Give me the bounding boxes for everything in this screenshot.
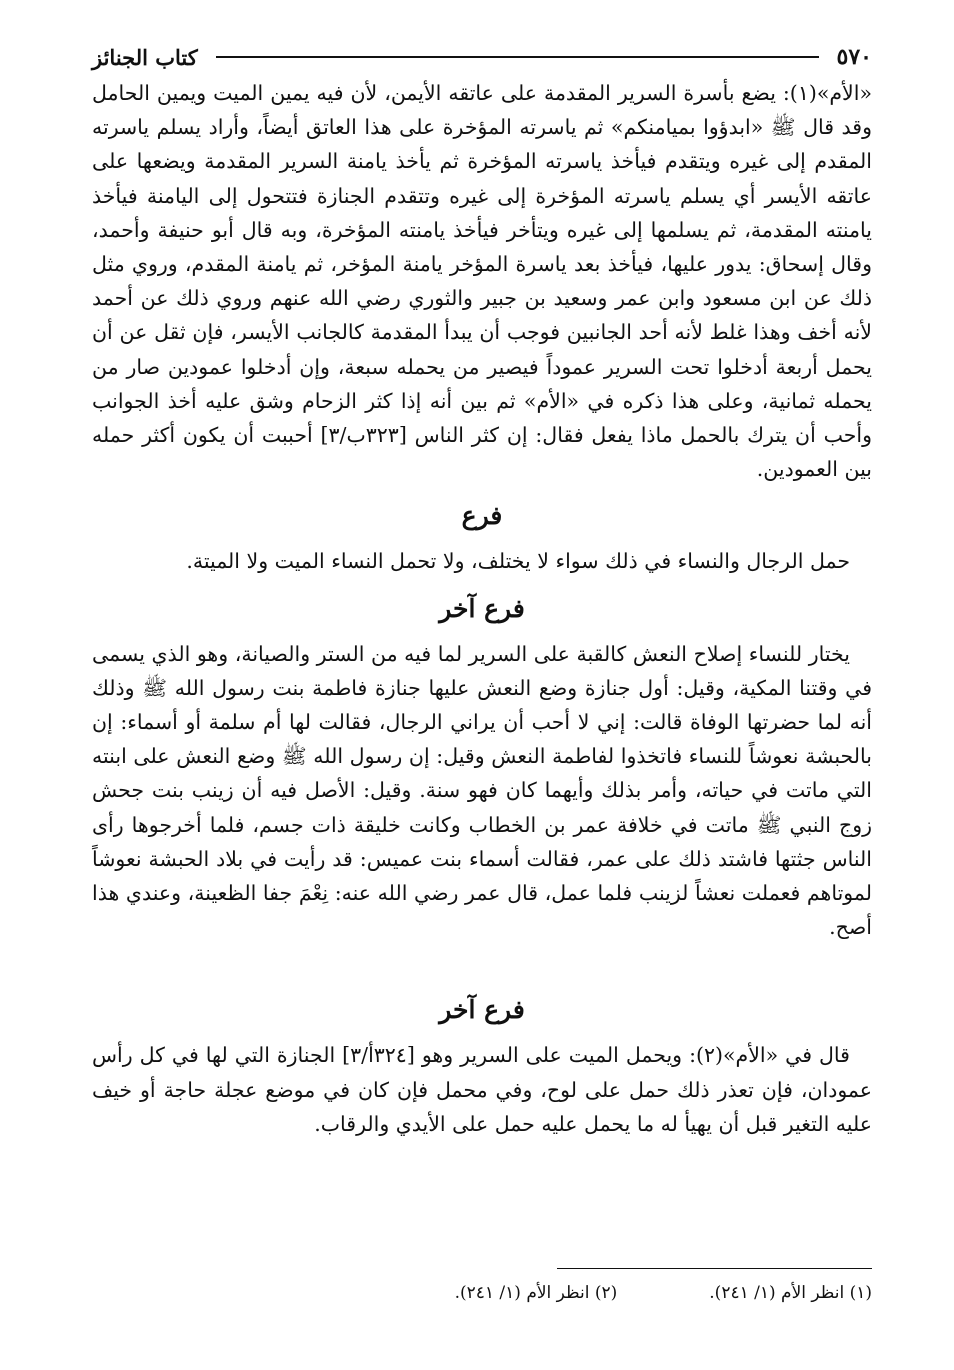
- section-heading-far-akhar-2: فرع آخر: [439, 995, 525, 1025]
- footnote-1: (١) انظر الأم (١/ ٢٤١).: [709, 1283, 872, 1303]
- opening-paragraph: «الأم»(١): يضع بأسرة السرير المقدمة على عاتقه الأيمن، لأن فيه يمين الميت ويمين الحامل وقد قال ﷺ «ابدؤوا بميامنكم» ثم ياسرته المؤخرة على هذا العاتق أيضاً، وأراد يسلم ياسرته المقدم إلى غيره ويتقدم فيأخذ ياسرته المؤخرة ثم يأخذ يامنة السرير المقدمة ويضعها على عاتقه الأيسر أي يسلم ياسرته المؤخرة إلى غيره وتتقدم الجنازة فتتحول إلى اليامنة فيأخذ يامنته المقدمة، ثم يسلمها إلى غيره ويتأخر فيأخذ يامنته المؤخرة، وبه قال أبو حنيفة وأحمد، وقال إسحاق: يدور عليها، فيأخذ بعد ياسرة المؤخر يامنة المؤخر، ثم يامنة المقدم، وروي مثل ذلك عن ابن مسعود وابن عمر وسعيد بن جبير والثوري رضي الله عنهم وروي ذلك عن أحمد لأنه أخف وهذا غلط لأنه أحد الجانبين فوجب أن يبدأ المقدمة كالجانب الأيسر، فإن ثقل عن أن يحمل أربعة أدخلوا تحت السرير عموداً فيصير من يحمله سبعة، وإن أدخلوا عمودين صار من يحمله ثمانية، وعلى هذا ذكره في «الأم» ثم بين أنه إذا كثر الزحام وشق عليه أخذ الجوانب وأحب أن يترك بالحمل ماذا يفعل فقال: إن كثر الناس [٣٢٣ب/٣] أحببت أن يكون أكثر حمله بين العمودين.: [92, 81, 872, 482]
- footnote-2: (٢) انظر الأم (١/ ٢٤١).: [454, 1283, 618, 1303]
- footnotes: [92, 1268, 872, 1307]
- paragraph-carrying-men-women: حمل الرجال والنساء في ذلك سواء لا يختلف، ولا تحمل النساء الميت ولا الميتة.: [186, 549, 850, 574]
- paragraph-naash-for-women: يختار للنساء إصلاح النعش كالقبة على السرير لما فيه من الستر والصيانة، وهو الذي يسمى في وقتنا المكية، وقيل: أول جنازة وضع النعش عليها جنازة فاطمة بنت رسول الله ﷺ وذلك أنه لما حضرتها الوفاة قالت: إني لا أحب أن يراني الرجال، فقالت لها أم سلمة أو أسماء: إن بالحبشة نعوشاً للنساء فاتخذوا لفاطمة النعش وقيل: إن رسول الله ﷺ وضع النعش على ابنته التي ماتت في حياته، وأمر بذلك وأيهما كان فهو سنة. وقيل: الأصل فيه أن زينب بنت جحش زوج النبي ﷺ ماتت في خلافة عمر بن الخطاب وكانت خليقة ذات جسم، فلما أخرجوها رأى الناس جثتها فاشتد ذلك على عمر، فقالت أسماء بنت عميس: قد رأيت في بلاد الحبشة نعوشاً لموتاهم فعملت نعشاً لزينب فلما عمل، قال عمر رضي الله عنه: نِعْمَ جفا الظعينة، وعندي هذا أصح.: [92, 641, 872, 940]
- page-number: ٥٧٠: [836, 44, 872, 70]
- main-text: [92, 76, 872, 1141]
- footnote-rule: [557, 1268, 872, 1269]
- section-heading-far-akhar-1: فرع آخر: [439, 593, 525, 623]
- book-page: [92, 28, 872, 1358]
- section-heading-far: فرع: [461, 501, 503, 531]
- paragraph-carrying-on-bier: قال في «الأم»(٢): ويحمل الميت على السرير وهو [٣٢٤أ/٣] الجنازة التي لها في كل رأس عمودان، فإن تعذر ذلك حمل على لوح، وفي محمل فإن كان في موضع عجلة حاجة أو خيف عليه التغير قبل أن يهيأ له ما يحمل عليه حمل على الأيدي والرقاب.: [92, 1043, 872, 1136]
- book-title: كتاب الجنائز: [92, 45, 198, 70]
- running-header: [92, 28, 872, 68]
- header-rule: [216, 56, 819, 58]
- footnote-row: [92, 1279, 872, 1307]
